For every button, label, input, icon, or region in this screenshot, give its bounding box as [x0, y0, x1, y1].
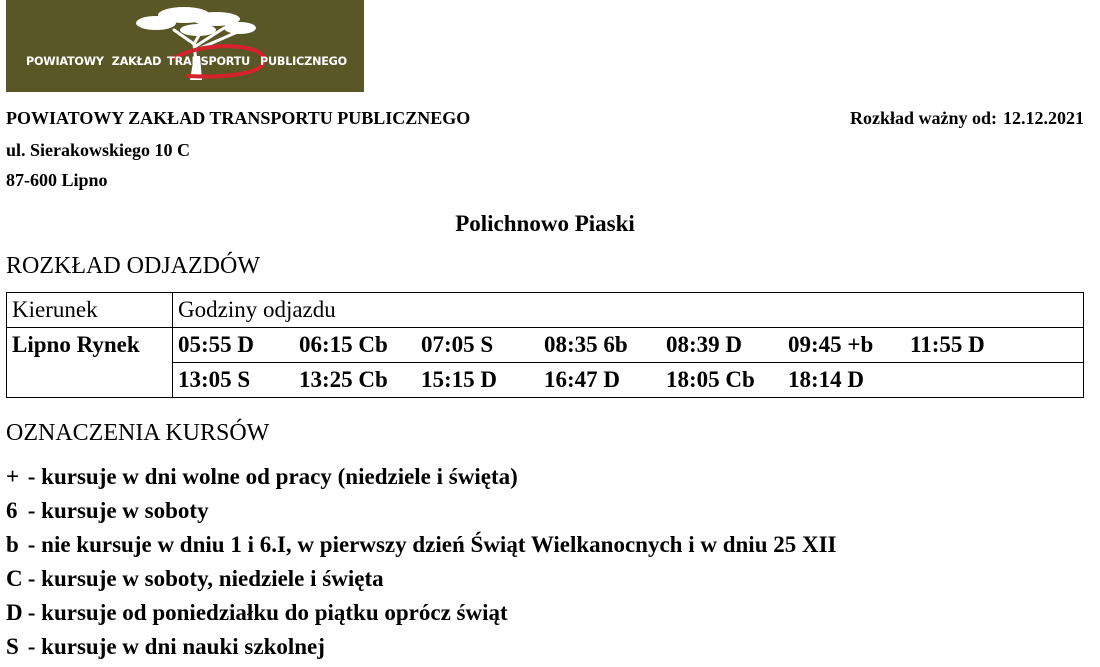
- legend-text: - kursuje w dni wolne od pracy (niedziele i święta): [27, 464, 518, 489]
- organization-name: POWIATOWY ZAKŁAD TRANSPORTU PUBLICZNEGO: [6, 108, 471, 128]
- timetable-title: ROZKŁAD ODJAZDÓW: [6, 253, 260, 279]
- legend-text: - kursuje w dni nauki szkolnej: [27, 634, 325, 659]
- tree-emblem-icon: [6, 0, 364, 92]
- legend-item: [6, 562, 837, 596]
- validity-label: Rozkład ważny od:: [849, 108, 997, 128]
- logo-text: [26, 53, 347, 71]
- logo-word-3: TRANSPORTU: [167, 55, 251, 68]
- timetable: [6, 292, 1084, 398]
- departure-times-cell: [173, 328, 1084, 363]
- legend-item: [6, 460, 837, 494]
- legend-text: - nie kursuje w dniu 1 i 6.I, w pierwszy dzień Świąt Wielkanocnych i w dniu 25 XII: [27, 532, 837, 557]
- stop-name: Polichnowo Piaski: [455, 211, 635, 236]
- legend-symbol: S: [6, 634, 19, 659]
- legend-list: [6, 460, 837, 664]
- legend-symbol: b: [6, 532, 19, 557]
- departure-time: 08:35 6b: [544, 332, 628, 357]
- column-header-times: Godziny odjazdu: [173, 293, 1084, 328]
- organization-city: 87-600 Lipno: [6, 170, 108, 190]
- logo-word-4: PUBLICZNEGO: [260, 55, 347, 68]
- legend-text: - kursuje w soboty, niedziele i święta: [27, 566, 384, 591]
- departure-time: 13:25 Cb: [299, 367, 388, 392]
- validity-info: [850, 107, 1084, 129]
- departure-time: 09:45 +b: [788, 332, 874, 357]
- logo-word-2: ZAKŁAD: [111, 55, 162, 68]
- company-logo: [6, 0, 364, 92]
- legend-text: - kursuje w soboty: [27, 498, 209, 523]
- legend-symbol: D: [6, 600, 23, 625]
- table-row: [7, 328, 1084, 363]
- validity-date: 12.12.2021: [1003, 108, 1084, 128]
- departure-time: 15:15 D: [421, 367, 498, 392]
- legend-symbol: 6: [6, 498, 18, 523]
- departure-list: [178, 365, 1083, 395]
- legend-item: [6, 494, 837, 528]
- organization-street: ul. Sierakowskiego 10 C: [6, 140, 191, 160]
- logo-word-1: POWIATOWY: [26, 55, 104, 68]
- legend-item: [6, 630, 837, 664]
- table-header-row: [7, 293, 1084, 328]
- legend-symbol: C: [6, 566, 23, 591]
- departure-time: 05:55 D: [178, 332, 255, 357]
- departure-list: [178, 330, 1083, 360]
- departure-time: 18:14 D: [788, 367, 865, 392]
- departure-time: 06:15 Cb: [299, 332, 388, 357]
- column-header-direction: Kierunek: [7, 293, 173, 328]
- legend-item: [6, 528, 837, 562]
- legend-title: OZNACZENIA KURSÓW: [6, 420, 270, 446]
- departure-time: 07:05 S: [421, 332, 494, 357]
- direction-cell: Lipno Rynek: [7, 328, 173, 398]
- departure-time: 13:05 S: [178, 367, 251, 392]
- departure-time: 08:39 D: [666, 332, 743, 357]
- departure-times-cell: [173, 363, 1084, 398]
- departure-time: 11:55 D: [910, 332, 985, 357]
- departure-time: 18:05 Cb: [666, 367, 755, 392]
- legend-text: - kursuje od poniedziałku do piątku oprócz świąt: [27, 600, 508, 625]
- departure-time: 16:47 D: [544, 367, 621, 392]
- legend-symbol: +: [6, 464, 20, 489]
- legend-item: [6, 596, 837, 630]
